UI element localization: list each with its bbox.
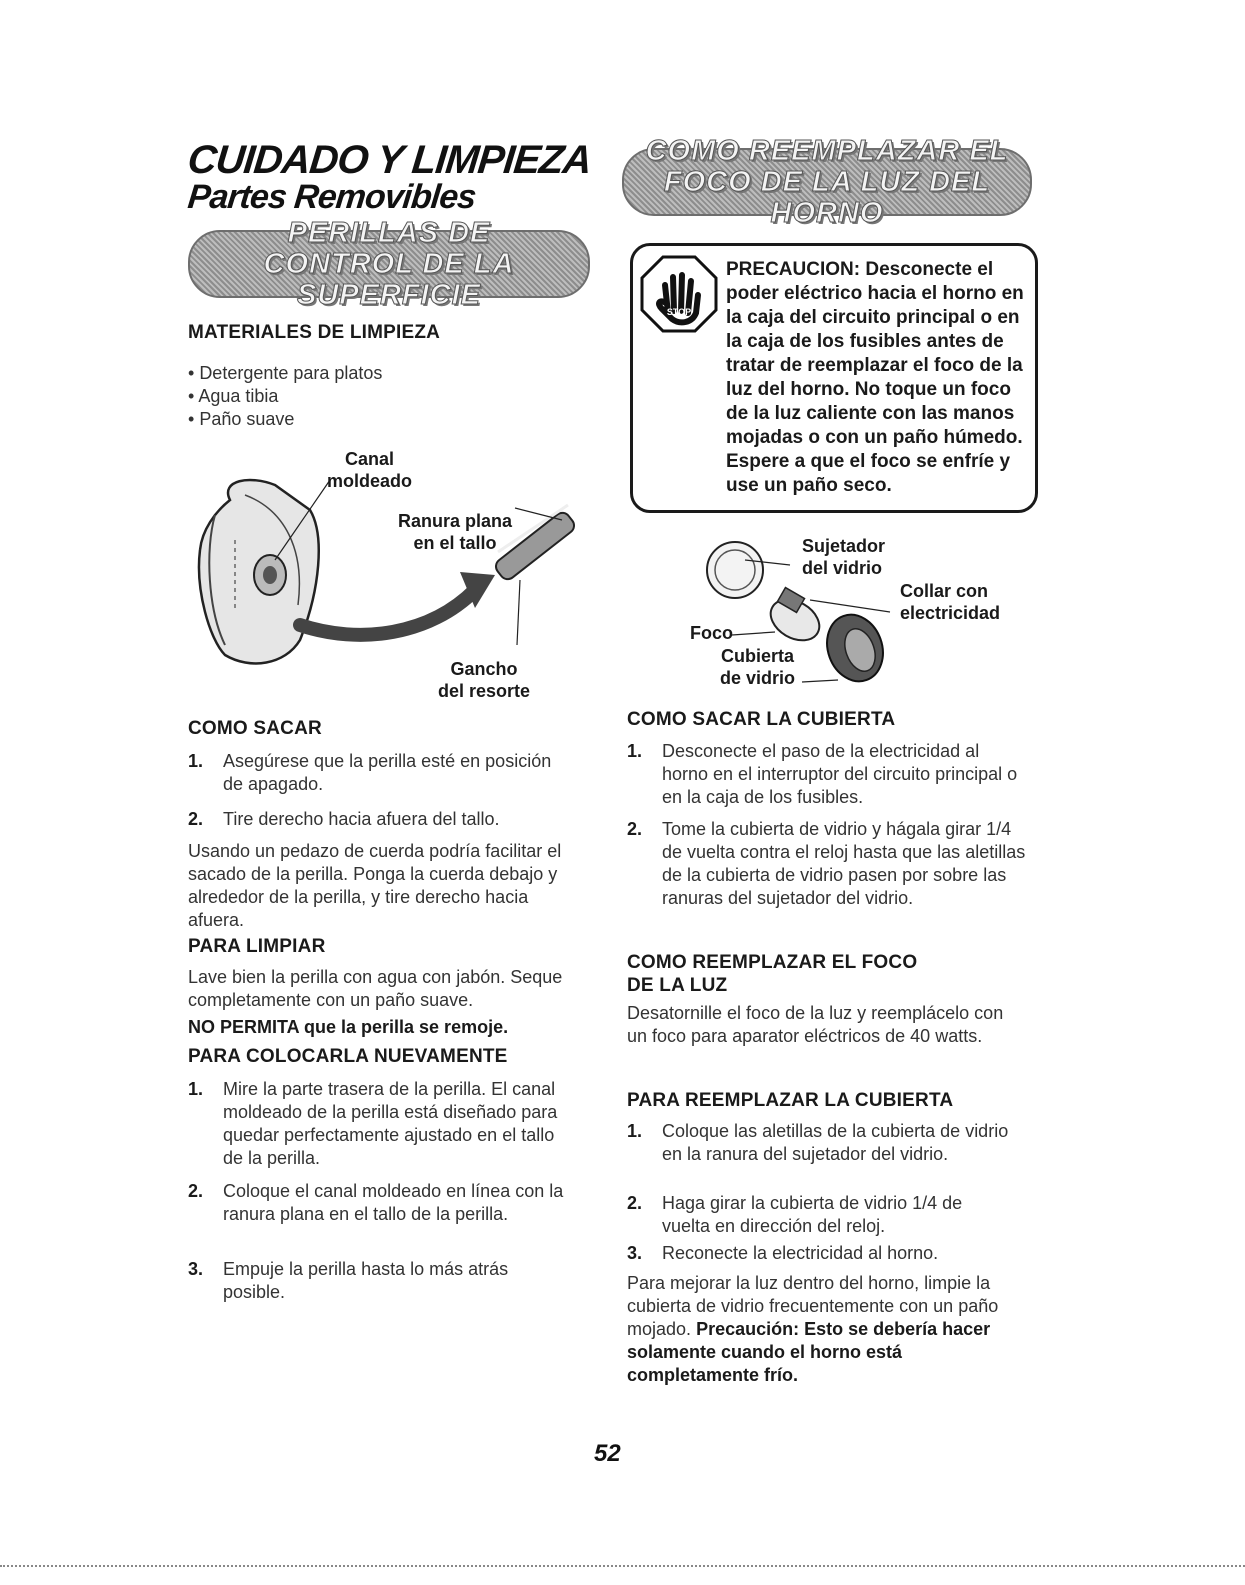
bulb-icon <box>763 588 826 649</box>
list-item: 2. Tome la cubierta de vidrio y hágala girar 1/4 de vuelta contra el reloj hasta que las aletillas de la cubierta de vidrio pasen por sobre las ranuras del sujetador del vidrio. <box>627 819 1026 908</box>
label-collar: Collar con electricidad <box>900 581 1001 623</box>
banner-line-2: FOCO DE LA LUZ DEL HORNO <box>663 165 991 229</box>
list-item: 1. Desconecte el paso de la electricidad al horno en el interruptor del circuito principal o en la caja de los fusibles. <box>627 741 1018 807</box>
reemplazar-foco-text: Desatornille el foco de la luz y reemplácelo con un foco para aparator eléctricos de 40 watts. <box>627 1003 1004 1046</box>
page-number: 52 <box>594 1440 621 1467</box>
materials-list <box>188 362 508 431</box>
list-item: 1. Mire la parte trasera de la perilla. El canal moldeado de la perilla está diseñado para quedar perfectamente ajustado en el tallo de la perilla. <box>188 1079 558 1168</box>
colocar-heading: PARA COLOCARLA NUEVAMENTE <box>188 1046 508 1067</box>
limpiar-heading: PARA LIMPIAR <box>188 936 326 957</box>
list-item: • Detergente para platos <box>188 363 383 383</box>
list-item: • Paño suave <box>188 409 295 429</box>
sacar-cubierta-heading: COMO SACAR LA CUBIERTA <box>627 709 896 730</box>
limpiar-text: Lave bien la perilla con agua con jabón. Seque completamente con un paño suave. <box>188 967 563 1010</box>
warning-label: PRECAUCION: <box>726 259 861 280</box>
arrow-icon <box>300 572 495 635</box>
reemplazar-foco-heading: COMO REEMPLAZAR EL FOCO DE LA LUZ <box>627 952 918 996</box>
stop-text: STOP <box>666 307 692 317</box>
list-item: 2. Tire derecho hacia afuera del tallo. <box>188 809 500 829</box>
reemplazar-cubierta-heading: PARA REEMPLAZAR LA CUBIERTA <box>627 1090 954 1111</box>
materials-heading: MATERIALES DE LIMPIEZA <box>188 322 441 343</box>
warning-body: Desconecte el poder eléctrico hacia el horno en la caja del circuito principal o en la caja de los fusibles antes de tratar de reemplazar el foco de la luz del horno. No toque un foco de la luz caliente con las manos mojadas o con un paño húmedo. Espere a que el foco se enfríe y use un paño seco. <box>726 259 1024 496</box>
list-item: 3. Empuje la perilla hasta lo más atrás posible. <box>188 1259 509 1302</box>
section-banner-light <box>622 134 1032 229</box>
final-text: Para mejorar la luz dentro del horno, limpie la cubierta de vidrio frecuentemente con un paño mojado. <box>627 1273 999 1339</box>
glass-holder-icon <box>707 542 763 598</box>
glass-cover-icon <box>818 607 892 689</box>
page-edge-line <box>0 1565 1245 1567</box>
section-banner-knobs <box>188 216 590 311</box>
final-paragraph <box>627 1272 1032 1387</box>
warning-text <box>648 258 1028 498</box>
list-item: 3. Reconecte la electricidad al horno. <box>627 1243 939 1263</box>
list-item: 2. Haga girar la cubierta de vidrio 1/4 de vuelta en dirección del reloj. <box>627 1193 963 1236</box>
final-warning: Precaución: Esto se debería hacer solamente cuando el horno está completamente frío. <box>627 1319 991 1385</box>
label-cubierta: Cubierta de vidrio <box>720 646 796 688</box>
como-sacar-note: Usando un pedazo de cuerda podría facilitar el sacado de la perilla. Ponga la cuerda debajo y alrededor de la perilla, y tire derecho hacia afuera. <box>188 841 562 930</box>
page-subtitle: Partes Removibles <box>186 178 478 216</box>
list-item: • Agua tibia <box>188 386 279 406</box>
list-item: 1. Asegúrese que la perilla esté en posición de apagado. <box>188 751 552 794</box>
knob-icon <box>199 480 319 663</box>
page-title: CUIDADO Y LIMPIEZA <box>185 138 594 182</box>
label-foco: Foco <box>690 623 733 643</box>
list-item: 1. Coloque las aletillas de la cubierta de vidrio en la ranura del sujetador del vidrio. <box>627 1121 1009 1164</box>
limpiar-warning: NO PERMITA que la perilla se remoje. <box>188 1017 509 1037</box>
label-ranura-plana: Ranura plana en el tallo <box>398 511 513 553</box>
label-canal-moldeado: Canal moldeado <box>327 449 413 491</box>
list-item: 2. Coloque el canal moldeado en línea con la ranura plana en el tallo de la perilla. <box>188 1181 564 1224</box>
label-gancho: Gancho del resorte <box>438 659 531 701</box>
como-sacar-heading: COMO SACAR <box>188 718 322 739</box>
label-sujetador: Sujetador del vidrio <box>802 536 886 578</box>
banner-line-1: PERILLAS DE <box>287 216 491 249</box>
banner-line-1: COMO REEMPLAZAR EL <box>645 134 1009 167</box>
banner-line-2: CONTROL DE LA SUPERFICIE <box>263 247 515 311</box>
